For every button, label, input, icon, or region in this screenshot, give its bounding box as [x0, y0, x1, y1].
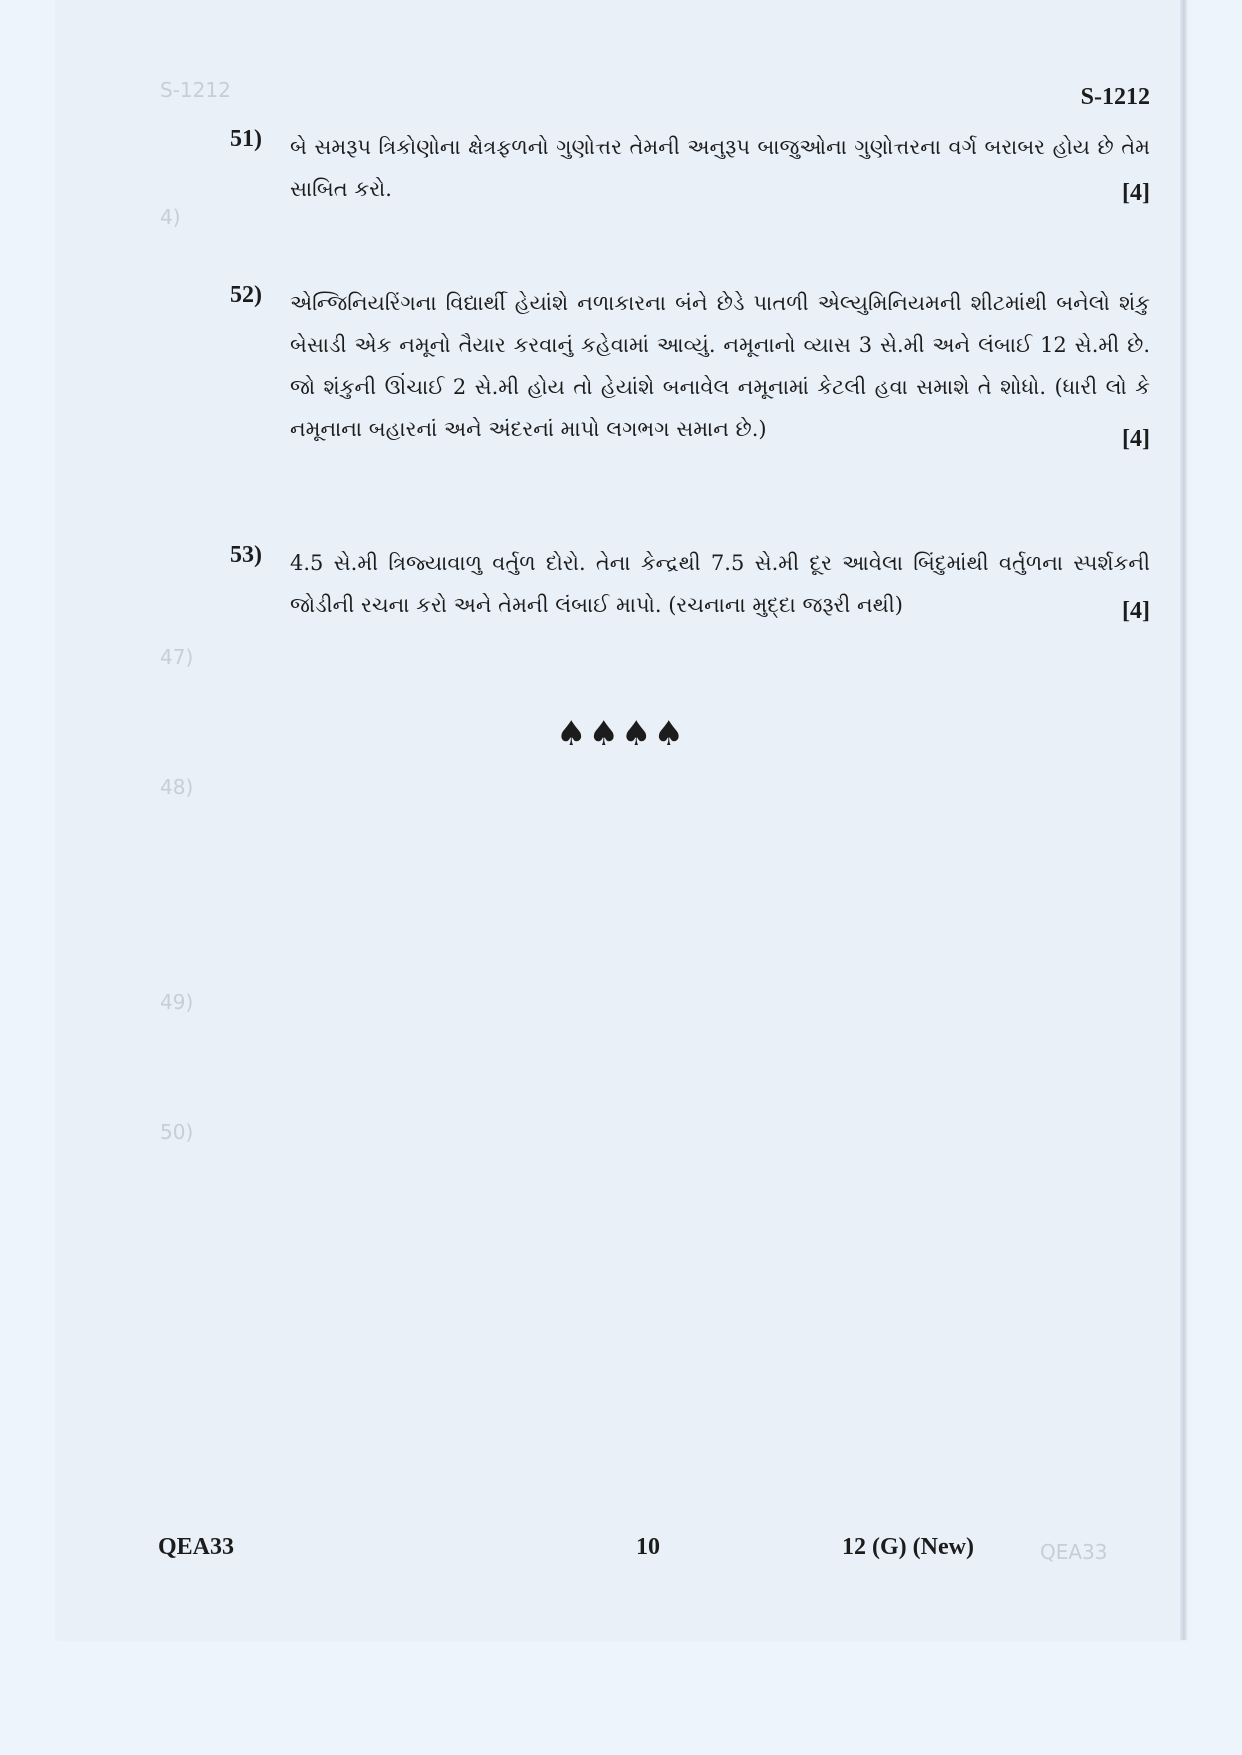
- bleed-through: QEA33: [1040, 1540, 1108, 1564]
- question-52: [230, 282, 1150, 450]
- footer-subject: 12 (G) (New): [842, 1534, 974, 1560]
- question-number: 51): [230, 126, 262, 152]
- bleed-through: 50): [160, 1120, 194, 1144]
- bleed-through: 49): [160, 990, 194, 1014]
- question-number: 53): [230, 542, 262, 568]
- bleed-through: 47): [160, 645, 194, 669]
- page-number: 10: [636, 1534, 660, 1560]
- question-53: [230, 542, 1150, 626]
- footer-code: QEA33: [158, 1534, 235, 1560]
- bleed-through: 4): [160, 205, 181, 229]
- question-text: એન્જિનિયરિંગના વિદ્યાર્થી હેયાંશે નળાકારના બંને છેડે પાતળી એલ્યુમિનિયમની શીટમાંથી બનેલો શંકુ બેસાડી એક નમૂનો તૈયાર કરવાનું કહેવામાં આવ્યું. નમૂનાનો વ્યાસ 3 સે.મી અને લંબાઈ 12 સે.મી છે. જો શંકુની ઊંચાઈ 2 સે.મી હોય તો હેયાંશે બનાવેલ નમૂનામાં કેટલી હવા સમાશે તે શોધો. (ધારી લો કે નમૂનાના બહારનાં અને અંદરનાં માપો લગભગ સમાન છે.): [290, 291, 1150, 441]
- question-number: 52): [230, 282, 262, 308]
- question-text: 4.5 સે.મી ત્રિજ્યાવાળુ વર્તુળ દોરો. તેના કેન્દ્રથી 7.5 સે.મી દૂર આવેલા બિંદુમાંથી વર્તુળના સ્પર્શકની જોડીની રચના કરો અને તેમની લંબાઈ માપો. (રચનાના મુદ્દા જરૂરી નથી): [290, 551, 1150, 617]
- exam-page: [55, 0, 1185, 1640]
- question-marks: [4]: [1122, 426, 1150, 452]
- paper-edge: [1180, 0, 1188, 1640]
- question-text: બે સમરૂપ ત્રિકોણોના ક્ષેત્રફળનો ગુણોત્તર તેમની અનુરૂપ બાજુઓના ગુણોત્તરના વર્ગ બરાબર હોય છે તેમ સાબિત કરો.: [290, 135, 1150, 201]
- question-marks: [4]: [1122, 180, 1150, 206]
- bleed-through: 48): [160, 775, 194, 799]
- bleed-through: S-1212: [160, 78, 231, 102]
- question-marks: [4]: [1122, 598, 1150, 624]
- question-51: [230, 126, 1150, 210]
- end-ornament: ♠♠♠♠: [556, 714, 686, 754]
- paper-code: S-1212: [1080, 84, 1150, 110]
